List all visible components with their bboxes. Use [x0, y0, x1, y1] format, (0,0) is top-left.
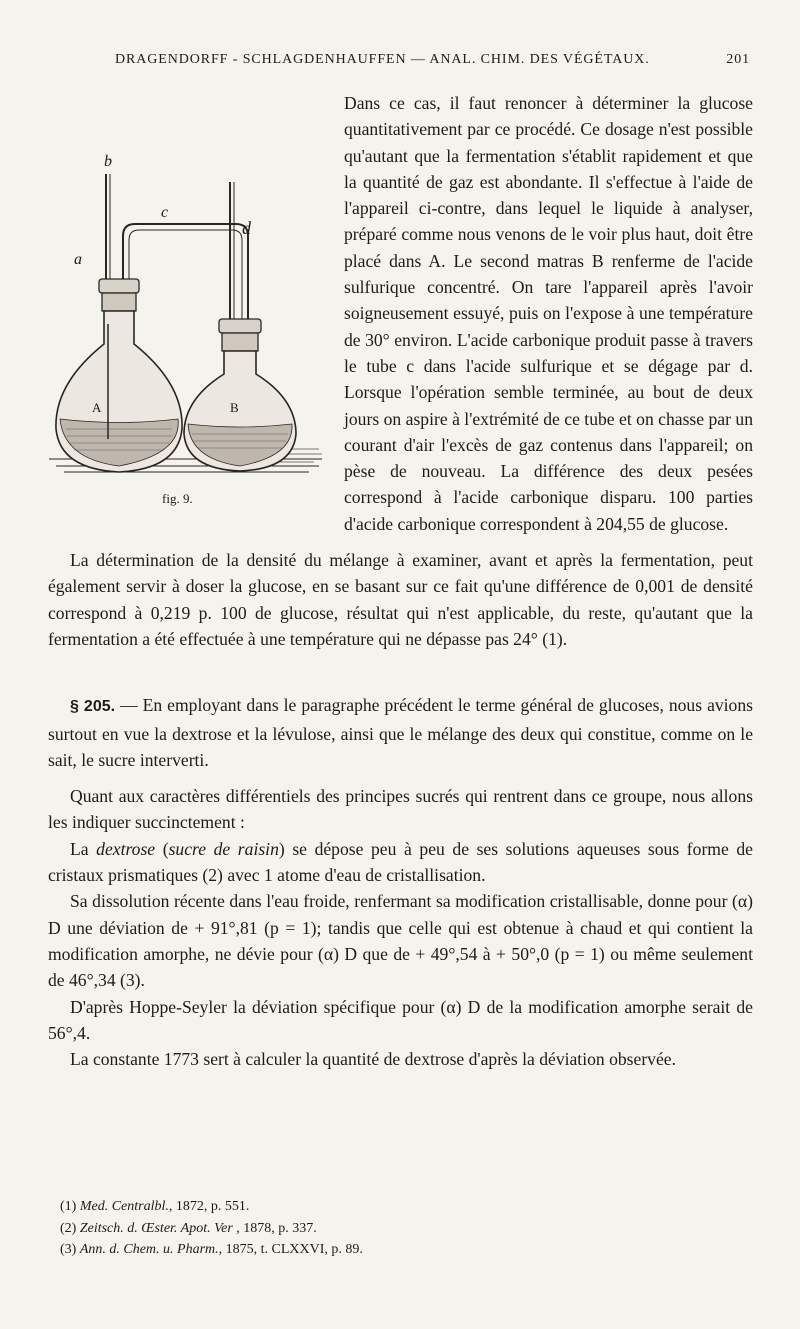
running-head [115, 52, 750, 68]
paragraph-8: La constante 1773 sert à calculer la quantité de dextrose d'après la déviation observée. [70, 1049, 676, 1070]
footnotes [60, 1196, 750, 1261]
flask-a [56, 279, 182, 472]
figure-caption: fig. 9. [162, 491, 193, 506]
label-d: d [242, 218, 251, 238]
para5-pre: La [70, 838, 97, 859]
label-flask-b: B [230, 400, 239, 415]
label-b: b [104, 153, 112, 170]
main-text [48, 90, 753, 1072]
section-text: — En employant dans le paragraphe précédent le terme général de glucoses, nous avions surtout en vue la dextrose et la lévulose, ainsi que le mélange des deux qui constitue, comme on le sait, le sucre interverti. [48, 695, 753, 770]
running-title: DRAGENDORFF - SCHLAGDENHAUFFEN — ANAL. CHIM. DES VÉGÉTAUX. [115, 52, 650, 67]
footnote-source: Med. Centralbl. [79, 1199, 169, 1214]
apparatus-illustration [44, 94, 334, 519]
label-c: c [161, 204, 169, 221]
paragraph-2: La détermination de la densité du mélange à examiner, avant et après la fermentation, peut également servir à doser la glucose, en se basant sur ce fait qu'une différence de 0,001 de densité correspond à 0,219 p. 100 de glucose, résultat qui n'est applicable, du reste, qu'autant que la fermentation a été effectuée à une température qui ne dépasse pas 24° (1). [48, 550, 753, 649]
paragraph-section-205 [48, 692, 753, 773]
section-number: § 205. [70, 698, 116, 716]
label-a: a [74, 251, 82, 268]
paragraph-6: Sa dissolution récente dans l'eau froide, renfermant sa modification cristallisable, donne pour (α) D une déviation de + 91°,81 (p = 1); tandis que celle qui est obtenue à chaud et qui contient la modification amorphe, ne dévie pour (α) D que de + 49°,54 à + 50°,0 (p = 1) ou même seulement de 46°,34 (3). [48, 891, 753, 991]
footnote-source: Ann. d. Chem. u. Pharm. [79, 1242, 219, 1257]
figure-apparatus [44, 94, 334, 519]
paragraph-4: Quant aux caractères différentiels des principes sucrés qui rentrent dans ce groupe, nous allons les indiquer succinctement : [48, 786, 753, 833]
paragraph-5 [48, 836, 753, 889]
term-dextrose: dextrose [96, 838, 156, 859]
page-number: 201 [726, 52, 750, 67]
flask-b [184, 319, 296, 471]
term-sucre-de-raisin: sucre de raisin [168, 838, 279, 859]
paragraph-7: D'après Hoppe-Seyler la déviation spécifique pour (α) D de la modification amorphe serait de 56°,4. [48, 996, 753, 1043]
footnote-3: (3) Ann. d. Chem. u. Pharm., 1875, t. CLXXVI, p. 89. [60, 1242, 363, 1257]
label-flask-a: A [92, 400, 102, 415]
footnote-source: Zeitsch. d. Œster. Apot. Ver [79, 1220, 233, 1236]
para5-post: ) se dépose peu à peu de ses solutions aqueuses sous forme de cristaux prismatiques (2) avec 1 atome d'eau de cristallisation. [48, 838, 753, 886]
footnote-2: (2) Zeitsch. d. Œster. Apot. Ver , 1878, p. 337. [60, 1220, 317, 1236]
para5-mid: ( [155, 838, 169, 859]
footnote-1: (1) Med. Centralbl., 1872, p. 551. [60, 1199, 250, 1214]
paragraph-1: Dans ce cas, il faut renoncer à déterminer la glucose quantitativement par ce procédé. Ce dosage n'est possible qu'autant que la fermentation s'établit rapidement et que la quantité de gaz est abondante. Il s'effectue à l'aide de l'appareil ci-contre, dans lequel le liquide à analyser, préparé comme nous venons de le voir plus haut, doit être placé dans A. Le second matras B renferme de l'acide sulfurique concentré. On tare l'appareil après l'avoir soigneusement essuyé, puis on l'expose à une température de 30° environ. L'acide carbonique produit passe à travers le tube c dans l'acide sulfurique et se dégage par d. Lorsque l'opération semble terminée, au bout de deux jours on aspire à l'extrémité de ce tube et on chasse par un courant d'air l'excès de gaz contenus dans l'appareil; on pèse de nouveau. La différence des deux pesées correspond à l'acide carbonique disparu. 100 parties d'acide carbonique correspondent à 204,55 de glucose. [344, 93, 753, 534]
